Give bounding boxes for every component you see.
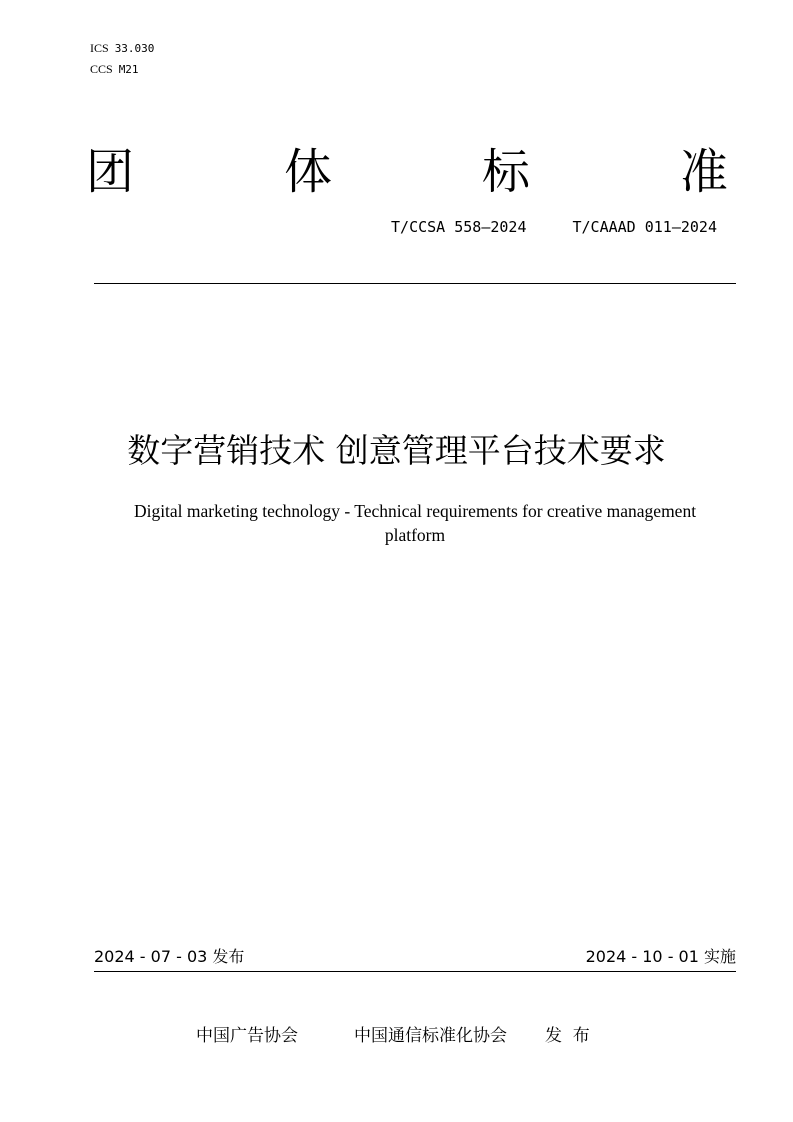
ics-code: 33.030 <box>114 42 155 55</box>
standard-numbers <box>391 217 717 237</box>
ccs-line <box>90 59 154 80</box>
implement-date: 2024 - 10 - 01 实施 <box>585 947 736 966</box>
dates-row <box>94 945 736 969</box>
ics-line <box>90 38 154 59</box>
standard-type-heading <box>86 140 728 204</box>
bottom-divider <box>94 971 736 972</box>
publish-date: 2024 - 07 - 03 发布 <box>94 947 245 966</box>
title-chinese: 数字营销技术 创意管理平台技术要求 <box>127 431 666 470</box>
standard-type-char: 团 <box>86 144 135 200</box>
standard-number-ccsa: T/CCSA 558—2024 <box>391 218 527 236</box>
publishers-line <box>196 1024 590 1048</box>
publisher-org-ccsa: 中国通信标准化协会 <box>354 1026 507 1046</box>
standard-type-char: 体 <box>283 144 332 200</box>
standard-type-char: 标 <box>481 144 530 200</box>
title-english: Digital marketing technology - Technical requirements for creative management platform <box>133 501 697 545</box>
ics-label: ICS <box>90 41 109 55</box>
ccs-code: M21 <box>118 63 139 76</box>
classification-codes <box>90 38 154 80</box>
publisher-org-advertising: 中国广告协会 <box>196 1026 298 1046</box>
publish-action: 发 布 <box>545 1026 590 1046</box>
standard-type-char: 准 <box>679 144 728 200</box>
top-divider <box>94 283 736 284</box>
standard-number-caaad: T/CAAAD 011—2024 <box>572 218 717 236</box>
ccs-label: CCS <box>90 62 113 76</box>
